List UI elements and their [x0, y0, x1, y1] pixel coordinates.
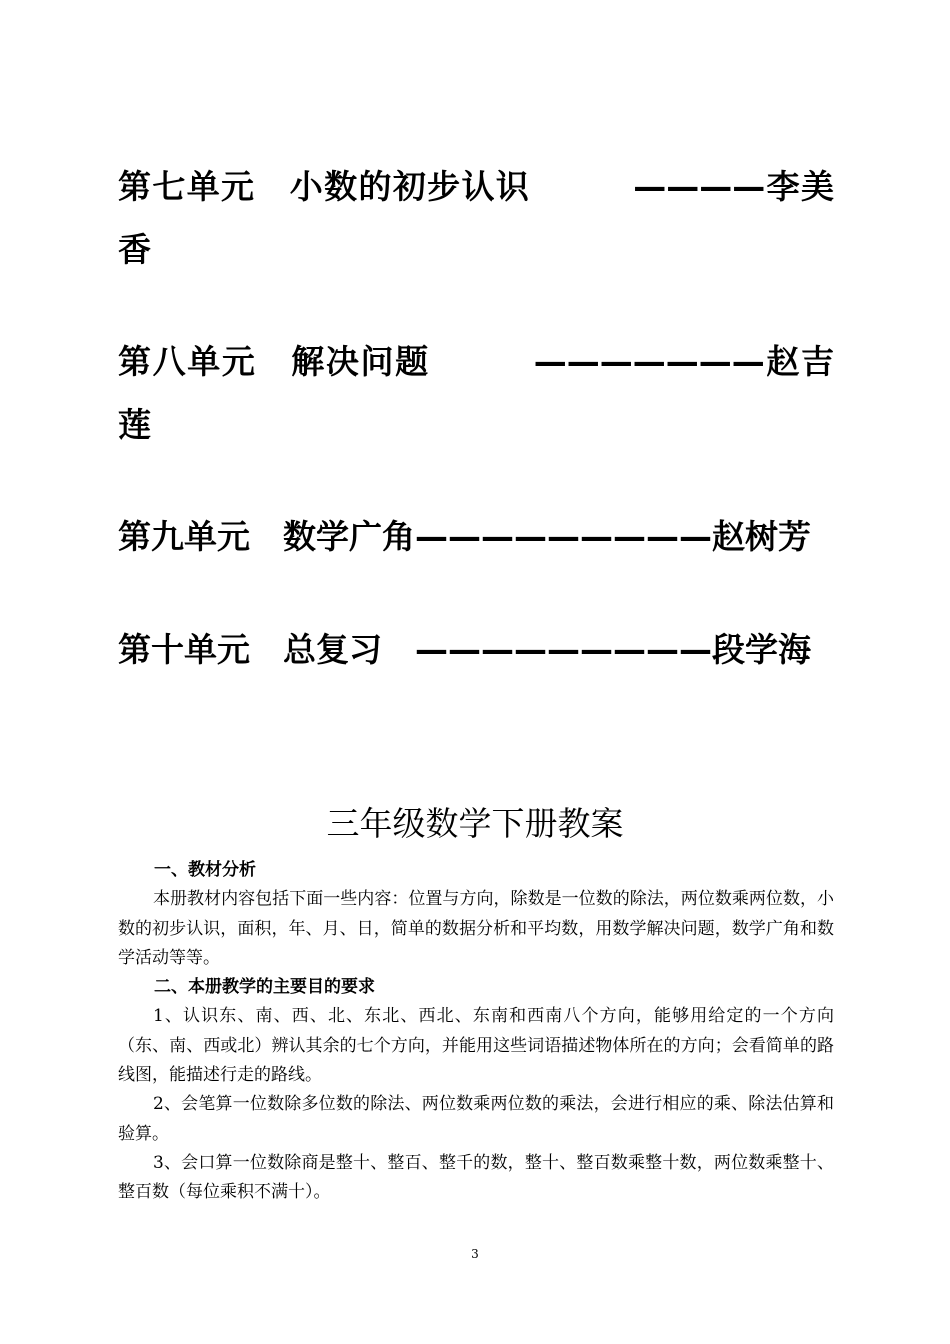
unit-9-line: 第九单元 数学广角—————————赵树芳 [118, 517, 811, 556]
unit-8-line: 第八单元 解决问题 ———————赵吉莲 [118, 342, 834, 444]
requirement-item-2: 2、会笔算一位数除多位数的除法、两位数乘两位数的乘法，会进行相应的乘、除法估算和验算。 [118, 1094, 834, 1144]
document-title: 三年级数学下册教案 [326, 804, 624, 843]
unit-7-line: 第七单元 小数的初步认识 ————李美香 [118, 167, 834, 269]
requirement-item-1: 1、认识东、南、西、北、东北、西北、东南和西南八个方向，能够用给定的一个方向（东、南、西或北）辨认其余的七个方向，并能用这些词语描述物体所在的方向；会看简单的路线图，能描述行走的路线。 [118, 1006, 834, 1086]
section-1-paragraph: 本册教材内容包括下面一些内容：位置与方向，除数是一位数的除法，两位数乘两位数，小数的初步认识，面积，年、月、日，简单的数据分析和平均数，用数学解决问题，数学广角和数学活动等等。 [118, 889, 834, 968]
requirement-item-3: 3、会口算一位数除商是整十、整百、整千的数，整十、整百数乘整十数，两位数乘整十、整百数（每位乘积不满十）。 [118, 1152, 834, 1203]
section-2-heading: 二、本册教学的主要目的要求 [154, 977, 375, 998]
section-1-heading: 一、教材分析 [154, 860, 256, 880]
page-number: 3 [471, 1247, 479, 1261]
document-body [118, 856, 834, 1208]
unit-10-line: 第十单元 总复习 —————————段学海 [118, 630, 811, 669]
